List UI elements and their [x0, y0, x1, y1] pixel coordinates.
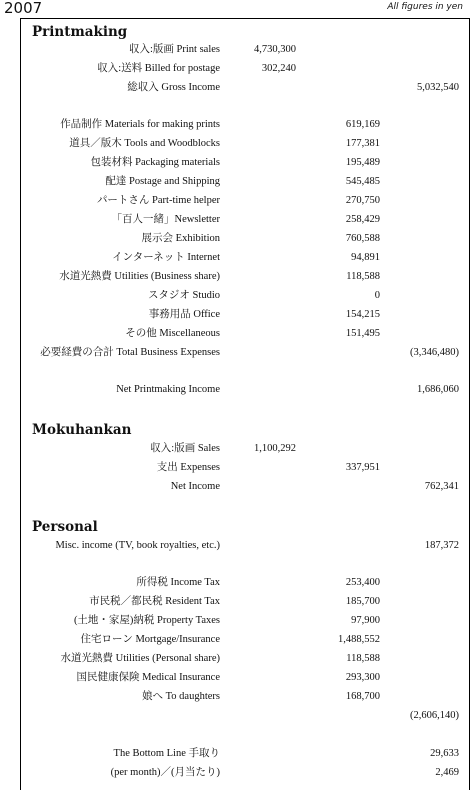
- expense-label: 事務用品 Office: [148, 309, 220, 320]
- personal-item-value: 168,700: [345, 691, 380, 702]
- misc-income-label: Misc. income (TV, book royalties, etc.): [55, 540, 220, 551]
- expense-label: その他 Miscellaneous: [125, 328, 220, 339]
- billed-postage-label: 収入:送料 Billed for postage: [97, 63, 220, 74]
- year-label: 2007: [4, 0, 43, 17]
- per-month-label: (per month)／(月当たり): [110, 767, 220, 778]
- gross-income-label: 総収入 Gross Income: [127, 82, 220, 93]
- expense-label: 「百人一緒」Newsletter: [111, 214, 220, 225]
- expense-value: 151,495: [345, 328, 380, 339]
- personal-item-label: 国民健康保険 Medical Insurance: [76, 672, 220, 683]
- misc-income-value: 187,372: [424, 540, 459, 551]
- expense-value: 118,588: [346, 271, 380, 282]
- currency-note: All figures in yen: [387, 2, 463, 12]
- gross-income-value: 5,032,540: [417, 82, 459, 93]
- personal-item-label: (土地・家屋)納税 Property Taxes: [73, 615, 220, 626]
- net-printmaking-label: Net Printmaking Income: [116, 384, 220, 395]
- print-sales-value: 4,730,300: [254, 44, 296, 55]
- expense-label: 配達 Postage and Shipping: [105, 176, 220, 187]
- billed-postage-value: 302,240: [261, 63, 296, 74]
- personal-item-value: 97,900: [351, 615, 380, 626]
- expense-label: 作品制作 Materials for making prints: [60, 119, 220, 130]
- expense-value: 619,169: [345, 119, 380, 130]
- mokuhankan-net-label: Net Income: [170, 481, 220, 492]
- mokuhankan-expenses-label: 支出 Expenses: [156, 462, 220, 473]
- personal-item-label: 娘へ To daughters: [141, 691, 220, 702]
- personal-total-value: (2,606,140): [410, 710, 459, 721]
- expense-label: 道具／版木 Tools and Woodblocks: [69, 138, 220, 149]
- total-expenses-label: 必要経費の合計 Total Business Expenses: [40, 347, 220, 358]
- section-title-printmaking: Printmaking: [32, 24, 128, 40]
- per-month-value: 2,469: [435, 767, 459, 778]
- expense-value: 154,215: [345, 309, 380, 320]
- expense-value: 94,891: [351, 252, 380, 263]
- expense-value: 760,588: [345, 233, 380, 244]
- personal-item-value: 1,488,552: [338, 634, 380, 645]
- expense-value: 195,489: [345, 157, 380, 168]
- expense-value: 177,381: [345, 138, 380, 149]
- bottom-line-label: The Bottom Line 手取り: [113, 748, 220, 759]
- personal-item-label: 住宅ローン Mortgage/Insurance: [80, 634, 220, 645]
- personal-item-value: 118,588: [346, 653, 380, 664]
- total-expenses-value: (3,346,480): [410, 347, 459, 358]
- personal-item-label: 水道光熱費 Utilities (Personal share): [60, 653, 220, 664]
- personal-item-label: 所得税 Income Tax: [136, 577, 220, 588]
- expense-label: スタジオ Studio: [147, 290, 220, 301]
- section-title-mokuhankan: Mokuhankan: [32, 422, 132, 438]
- expense-label: 展示会 Exhibition: [141, 233, 220, 244]
- section-title-personal: Personal: [32, 519, 98, 535]
- expense-label: 包装材料 Packaging materials: [90, 157, 220, 168]
- expense-value: 258,429: [345, 214, 380, 225]
- statement-sheet: [20, 18, 470, 790]
- personal-item-value: 293,300: [345, 672, 380, 683]
- expense-value: 0: [374, 290, 380, 301]
- mokuhankan-expenses-value: 337,951: [345, 462, 380, 473]
- mokuhankan-sales-value: 1,100,292: [254, 443, 296, 454]
- mokuhankan-sales-label: 収入:版画 Sales: [150, 443, 220, 454]
- personal-item-label: 市民税／都民税 Resident Tax: [89, 596, 220, 607]
- net-printmaking-value: 1,686,060: [417, 384, 459, 395]
- bottom-line-value: 29,633: [430, 748, 459, 759]
- personal-item-value: 185,700: [345, 596, 380, 607]
- mokuhankan-net-value: 762,341: [424, 481, 459, 492]
- expense-value: 270,750: [345, 195, 380, 206]
- print-sales-label: 収入:版画 Print sales: [129, 44, 220, 55]
- expense-label: インターネット Internet: [112, 252, 220, 263]
- expense-label: 水道光熱費 Utilities (Business share): [59, 271, 220, 282]
- personal-item-value: 253,400: [345, 577, 380, 588]
- expense-value: 545,485: [345, 176, 380, 187]
- expense-label: パートさん Part-time helper: [96, 195, 220, 206]
